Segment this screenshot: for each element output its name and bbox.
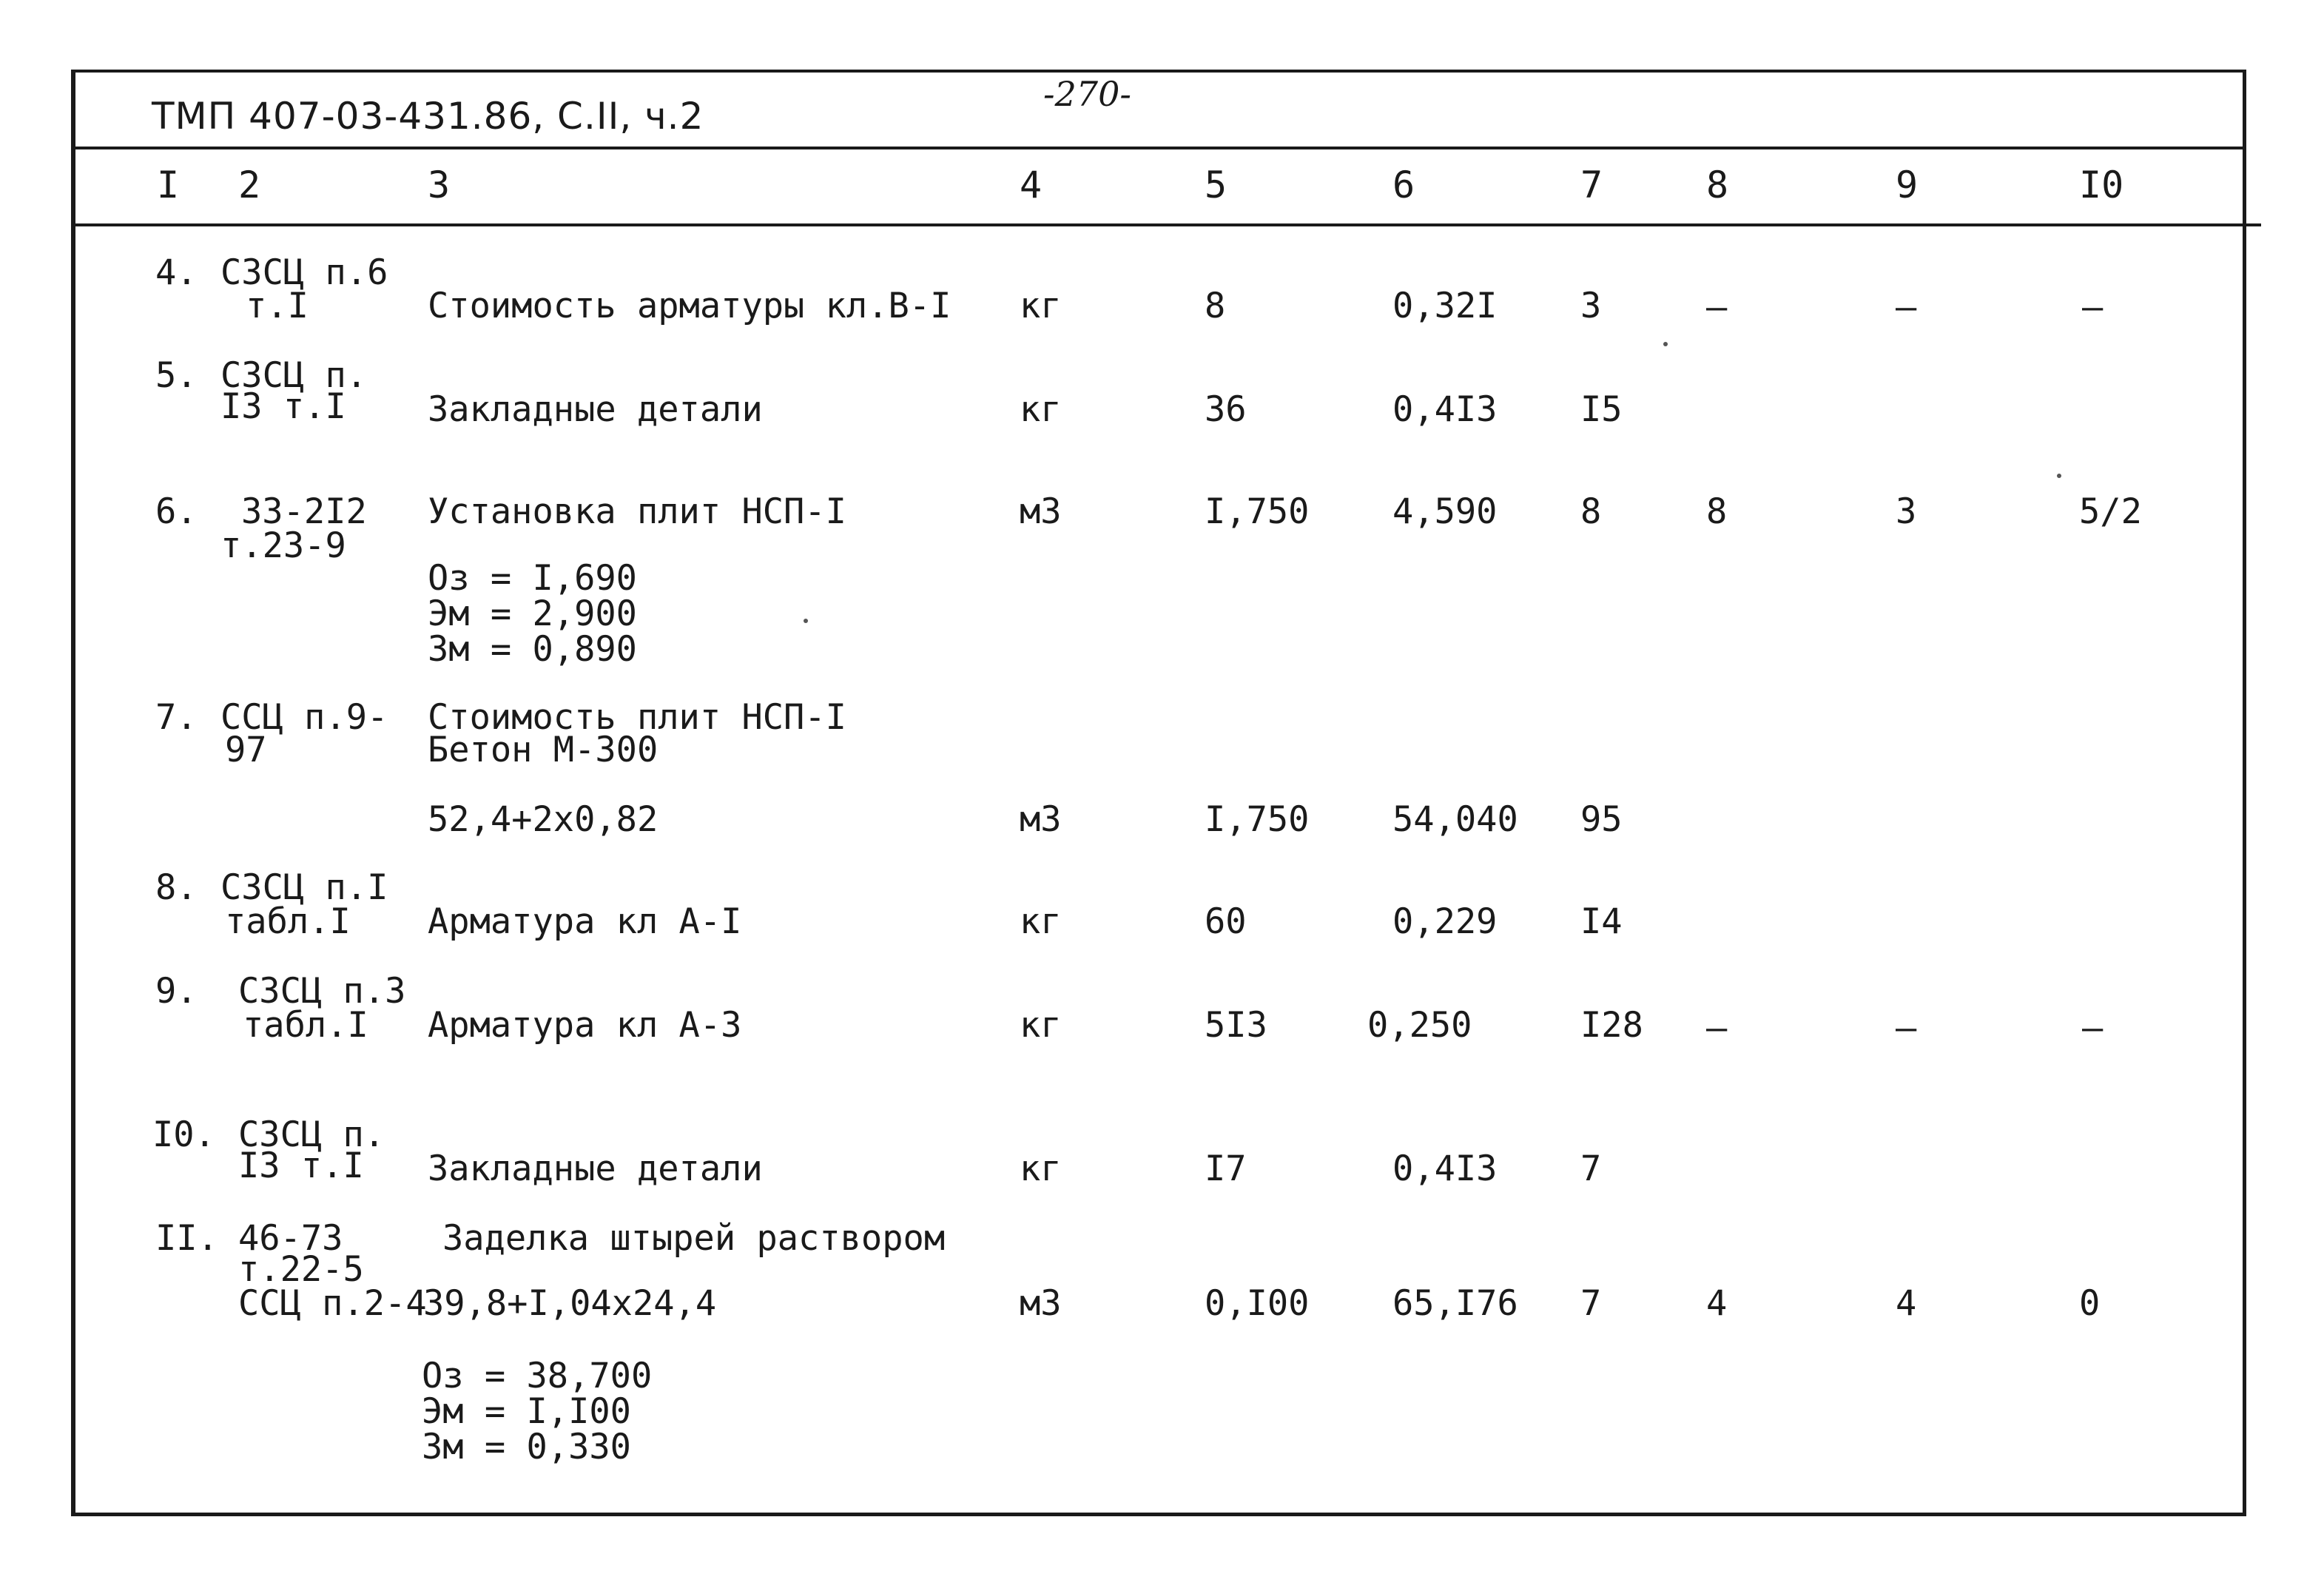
row-col10: – bbox=[2082, 1008, 2104, 1049]
row-reference: ССЦ п.9- bbox=[220, 697, 388, 738]
row-name: Стоимость арматуры кл.В-I bbox=[428, 286, 952, 326]
row-unit: кг bbox=[1020, 389, 1062, 430]
row-note: Оз = I,690 bbox=[428, 558, 637, 599]
col-header-6: 6 bbox=[1392, 164, 1415, 206]
row-reference: СЗСЦ п. bbox=[238, 1114, 385, 1155]
row-name: Арматура кл А-I bbox=[428, 901, 742, 942]
row-unit: м3 bbox=[1020, 799, 1062, 840]
row-quantity: I7 bbox=[1205, 1148, 1247, 1189]
scan-speck bbox=[804, 619, 808, 623]
row-price: 0,229 bbox=[1392, 901, 1498, 942]
row-number: 7. bbox=[155, 697, 198, 738]
row-col7: I4 bbox=[1580, 901, 1623, 942]
row-price: 0,32I bbox=[1392, 286, 1498, 326]
row-name: Закладные детали bbox=[428, 1148, 763, 1189]
row-col8: 8 bbox=[1706, 491, 1728, 532]
row-unit: м3 bbox=[1020, 491, 1062, 532]
row-number: 8. bbox=[155, 867, 198, 908]
row-reference: табл.I bbox=[243, 1005, 368, 1046]
row-reference: I3 т.I bbox=[220, 386, 346, 427]
row-formula: 52,4+2х0,82 bbox=[428, 799, 659, 840]
row-name: Заделка штырей раствором bbox=[442, 1218, 946, 1259]
row-col7: 3 bbox=[1580, 286, 1602, 326]
row-note: Зм = 0,330 bbox=[422, 1427, 631, 1467]
row-reference: I3 т.I bbox=[238, 1146, 364, 1186]
row-col9: – bbox=[1896, 287, 1917, 328]
row-name: Арматура кл А-3 bbox=[428, 1005, 742, 1046]
row-reference: т.23-9 bbox=[220, 525, 346, 566]
row-reference: т.I bbox=[246, 286, 309, 326]
row-col7: 7 bbox=[1580, 1283, 1602, 1324]
row-col10: 0 bbox=[2079, 1283, 2101, 1324]
col-header-2: 2 bbox=[238, 164, 261, 206]
row-col10: 5/2 bbox=[2079, 491, 2142, 532]
row-price: 0,4I3 bbox=[1392, 1148, 1498, 1189]
page-number: -270- bbox=[1043, 74, 1131, 114]
document-stamp: ТМП 407-03-431.86, С.II, ч.2 bbox=[152, 95, 704, 138]
row-quantity: I,750 bbox=[1205, 799, 1310, 840]
row-reference: 46-73 bbox=[238, 1218, 343, 1259]
row-formula: 39,8+I,04х24,4 bbox=[423, 1283, 717, 1324]
row-col7: I5 bbox=[1580, 389, 1623, 430]
row-quantity: 5I3 bbox=[1205, 1005, 1267, 1046]
scan-speck bbox=[2057, 474, 2061, 478]
row-name: Закладные детали bbox=[428, 389, 763, 430]
row-price: 0,250 bbox=[1367, 1005, 1472, 1046]
column-header-divider bbox=[71, 223, 2261, 226]
row-col8: 4 bbox=[1706, 1283, 1728, 1324]
col-header-10: I0 bbox=[2079, 164, 2124, 206]
row-quantity: 36 bbox=[1205, 389, 1247, 430]
col-header-7: 7 bbox=[1580, 164, 1603, 206]
row-quantity: 0,I00 bbox=[1205, 1283, 1310, 1324]
row-unit: кг bbox=[1020, 286, 1062, 326]
col-header-4: 4 bbox=[1020, 164, 1043, 206]
row-note: Эм = 2,900 bbox=[428, 593, 637, 634]
row-name: Стоимость плит НСП-I bbox=[428, 697, 846, 738]
row-unit: м3 bbox=[1020, 1283, 1062, 1324]
row-reference: 97 bbox=[225, 730, 267, 770]
row-number: I0. bbox=[152, 1114, 215, 1155]
row-reference: СЗСЦ п.6 bbox=[220, 252, 388, 293]
row-reference: СЗСЦ п.3 bbox=[238, 971, 406, 1012]
row-number: II. bbox=[155, 1218, 218, 1259]
row-reference: 33-2I2 bbox=[241, 491, 367, 532]
row-number: 5. bbox=[155, 355, 198, 396]
row-note: Оз = 38,700 bbox=[422, 1356, 653, 1396]
row-number: 6. bbox=[155, 491, 198, 532]
row-col9: 3 bbox=[1896, 491, 1917, 532]
row-name: Установка плит НСП-I bbox=[428, 491, 846, 532]
row-col7: 7 bbox=[1580, 1148, 1602, 1189]
row-number: 4. bbox=[155, 252, 198, 293]
row-reference: табл.I bbox=[225, 901, 351, 942]
row-quantity: 8 bbox=[1205, 286, 1226, 326]
row-unit: кг bbox=[1020, 1005, 1062, 1046]
row-price: 4,590 bbox=[1392, 491, 1498, 532]
row-col8: – bbox=[1706, 1008, 1728, 1049]
row-price: 54,040 bbox=[1392, 799, 1518, 840]
row-reference: ССЦ п.2-4 bbox=[238, 1283, 427, 1324]
row-note: Зм = 0,890 bbox=[428, 629, 637, 670]
row-col10: – bbox=[2082, 287, 2104, 328]
row-reference: СЗСЦ п.I bbox=[220, 867, 388, 908]
row-col9: 4 bbox=[1896, 1283, 1917, 1324]
row-col7: 8 bbox=[1580, 491, 1602, 532]
row-quantity: 60 bbox=[1205, 901, 1247, 942]
row-number: 9. bbox=[155, 971, 198, 1012]
row-col8: – bbox=[1706, 287, 1728, 328]
row-reference: СЗСЦ п. bbox=[220, 355, 368, 396]
col-header-8: 8 bbox=[1706, 164, 1729, 206]
scan-speck bbox=[1663, 342, 1668, 346]
row-note: Эм = I,I00 bbox=[422, 1391, 631, 1432]
row-unit: кг bbox=[1020, 1148, 1062, 1189]
col-header-5: 5 bbox=[1205, 164, 1227, 206]
col-header-1: I bbox=[157, 164, 180, 206]
row-quantity: I,750 bbox=[1205, 491, 1310, 532]
row-price: 65,I76 bbox=[1392, 1283, 1518, 1324]
row-col9: – bbox=[1896, 1008, 1917, 1049]
col-header-3: 3 bbox=[428, 164, 451, 206]
row-price: 0,4I3 bbox=[1392, 389, 1498, 430]
row-col7: I28 bbox=[1580, 1005, 1643, 1046]
row-name-secondary: Бетон М-300 bbox=[428, 730, 659, 770]
row-col7: 95 bbox=[1580, 799, 1623, 840]
row-unit: кг bbox=[1020, 901, 1062, 942]
col-header-9: 9 bbox=[1896, 164, 1919, 206]
header-divider bbox=[71, 147, 2246, 149]
row-reference: т.22-5 bbox=[238, 1249, 364, 1290]
